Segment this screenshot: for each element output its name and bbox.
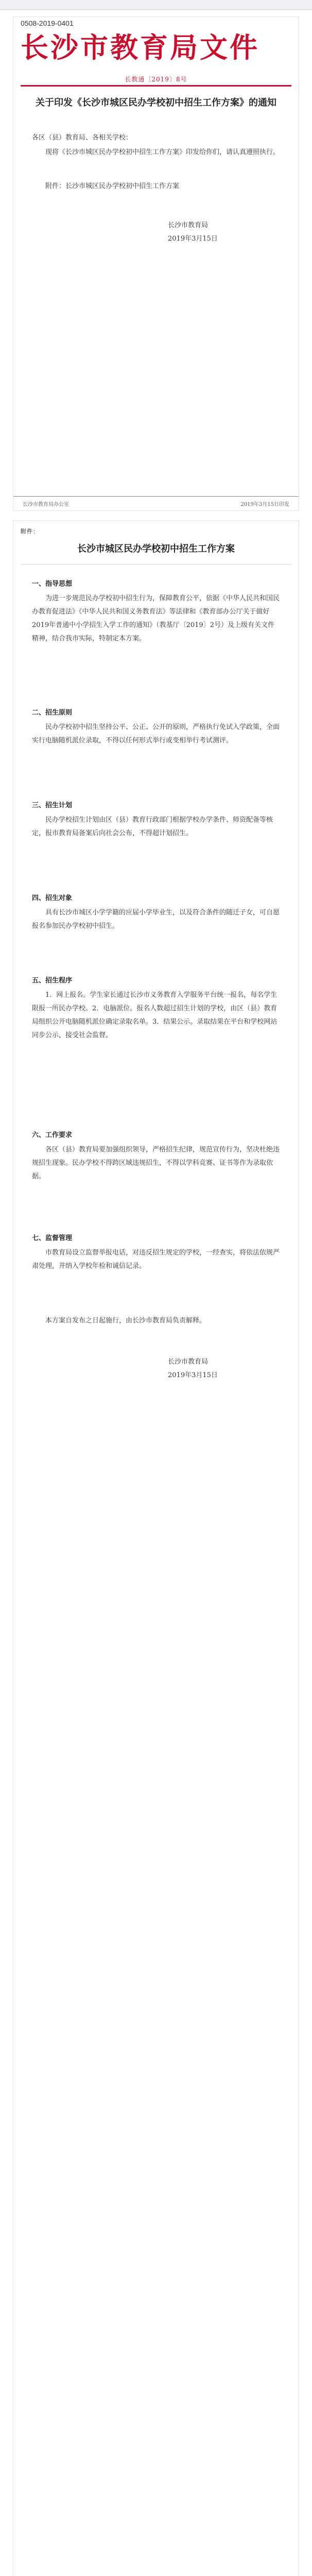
notice-body: 现将《长沙市城区民办学校初中招生工作方案》印发给你们，请认真遵照执行。 [45, 148, 280, 156]
signature-date: 2019年3月15日 [168, 235, 218, 243]
document-page-2 [13, 520, 299, 2576]
section-heading: 一、指导思想 [32, 580, 73, 588]
signature-date: 2019年3月15日 [168, 1371, 218, 1379]
signature-org: 长沙市教育局 [168, 222, 209, 229]
red-divider [21, 85, 291, 87]
section-text: 为进一步规范民办学校初中招生行为，保障教育公平，依据《中华人民共和国民办教育促进法》《中华人民共和国义务教育法》等法律和《教育部办公厅关于做好2019年普通中小学招生入学工作的通知》（教基厅〔2019〕2号）及上级有关文件精神，结合我市实际，特制定本方案。 [32, 595, 280, 642]
section-text: 1．网上报名。学生家长通过长沙市义务教育入学服务平台统一报名，每名学生限报一所民办学校。2．电脑派位。报名人数超过招生计划的学校，由区（县）教育局组织公开电脑随机派位确定录取名单。3．结果公示。录取结果在平台和学校网站同步公示，接受社会监督。 [32, 991, 278, 1039]
section-heading: 三、招生计划 [32, 802, 73, 809]
section-heading: 六、工作要求 [32, 1131, 73, 1139]
document-page-1 [13, 16, 299, 511]
section-text: 具有长沙市城区小学学籍的应届小学毕业生，以及符合条件的随迁子女，可自愿报名参加民办学校初中招生。 [32, 909, 280, 930]
attachment-line: 附件：长沙市城区民办学校初中招生工作方案 [45, 182, 180, 190]
notice-title: 关于印发《长沙市城区民办学校初中招生工作方案》的通知 [36, 97, 276, 108]
section-text: 市教育局设立监督举报电话，对违反招生规定的学校，一经查实，将依法依规严肃处理，并纳入学校年检和诚信记录。 [32, 1249, 280, 1270]
addressee: 各区（县）教育局、各相关学校： [32, 134, 133, 142]
section-heading: 五、招生程序 [32, 977, 73, 985]
section-text: 民办学校初中招生坚持公平、公正、公开的原则，严格执行免试入学政策，全面实行电脑随机派位录取，不得以任何形式举行或变相举行考试测评。 [32, 723, 280, 744]
masthead-title: 长沙市教育局文件 [21, 32, 259, 63]
closing-text: 本方案自发布之日起施行，由长沙市教育局负责解释。 [45, 1317, 206, 1325]
footer-right: 2019年3月15日印发 [240, 502, 289, 507]
attachment-header: 附件： [21, 528, 39, 535]
section-text: 民办学校招生计划由区（县）教育行政部门根据学校办学条件、师资配备等核定，报市教育局备案后向社会公布，不得超计划招生。 [32, 816, 273, 837]
section-text: 各区（县）教育局要加强组织领导，严格招生纪律，规范宣传行为，坚决杜绝违规招生现象。民办学校不得跨区域违规招生，不得以学科竞赛、证书等作为录取依据。 [32, 1146, 280, 1180]
footer-left: 长沙市教育局办公室 [23, 502, 69, 507]
page-footer [13, 496, 299, 511]
file-code: 长教通〔2019〕8号 [125, 76, 187, 83]
viewer-toolbar [0, 0, 312, 10]
plan-title: 长沙市城区民办学校初中招生工作方案 [77, 544, 235, 554]
divider [21, 564, 291, 565]
section-heading: 四、招生对象 [32, 894, 73, 902]
document-number: 0508-2019-0401 [21, 19, 74, 27]
signature-org: 长沙市教育局 [168, 1358, 209, 1366]
section-heading: 二、招生原则 [32, 709, 73, 717]
section-heading: 七、监督管理 [32, 1234, 73, 1242]
